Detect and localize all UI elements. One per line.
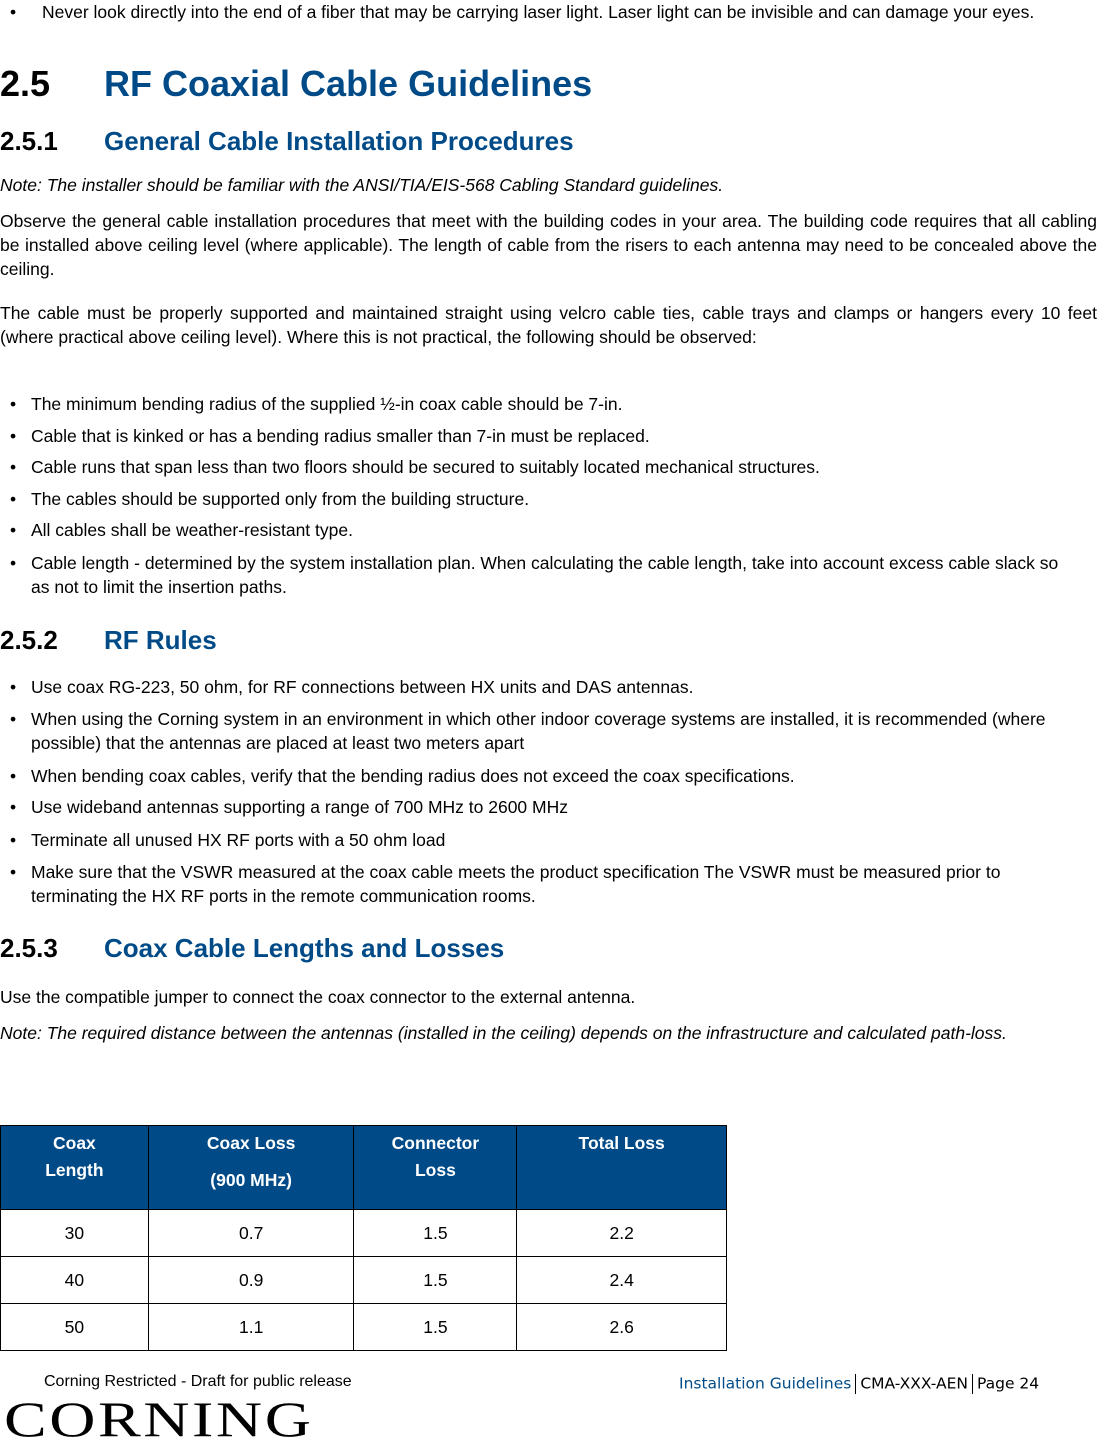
table-cell: 40 bbox=[1, 1257, 149, 1304]
subsection-heading bbox=[0, 126, 1099, 156]
table-cell: 1.1 bbox=[148, 1304, 354, 1351]
paragraph-installation: Observe the general cable installation procedures that meet with the building codes in your area. The building code requires that all cabling be installed above ceiling level (where applicable). The length of cable from the risers to each antenna may need to be concealed above the ceiling. bbox=[0, 211, 1097, 279]
section-title: RF Coaxial Cable Guidelines bbox=[104, 63, 593, 104]
table-cell: 1.5 bbox=[354, 1304, 517, 1351]
footer-separator bbox=[855, 1374, 856, 1394]
subsection-number: 2.5.1 bbox=[0, 126, 58, 156]
section-heading bbox=[0, 64, 1099, 104]
subsection-title: RF Rules bbox=[104, 625, 217, 655]
bullet-icon: • bbox=[10, 489, 17, 509]
section-number: 2.5 bbox=[0, 63, 51, 104]
table-cell: 2.4 bbox=[517, 1257, 727, 1304]
installer-note: Note: The installer should be familiar with the ANSI/TIA/EIS-568 Cabling Standard guidelines. bbox=[0, 175, 724, 195]
bullet-icon: • bbox=[10, 797, 17, 817]
bullet-icon: • bbox=[10, 830, 17, 850]
footer-separator bbox=[972, 1374, 973, 1394]
table-row bbox=[1, 1210, 727, 1257]
footer-guide-title: Installation Guidelines bbox=[679, 1374, 852, 1393]
footer-doc-number: CMA-XXX-AEN bbox=[860, 1374, 968, 1393]
table-cell: 1.5 bbox=[354, 1257, 517, 1304]
coax-loss-table bbox=[0, 1125, 727, 1351]
bullet-icon: • bbox=[10, 862, 17, 882]
table-row bbox=[1, 1304, 727, 1351]
subsection-heading bbox=[0, 933, 1099, 963]
col-header-total-loss: Total Loss bbox=[517, 1126, 727, 1210]
subsection-heading bbox=[0, 625, 1099, 655]
bullet-icon: • bbox=[10, 2, 17, 22]
footer-page-number: Page 24 bbox=[976, 1374, 1040, 1393]
footer-restriction: Corning Restricted - Draft for public release bbox=[44, 1373, 352, 1390]
bullet-icon: • bbox=[10, 709, 17, 729]
table-cell: 1.5 bbox=[354, 1210, 517, 1257]
subsection-number: 2.5.2 bbox=[0, 625, 58, 655]
table-cell: 30 bbox=[1, 1210, 149, 1257]
footer-doc-info bbox=[679, 1374, 1039, 1394]
bullet-icon: • bbox=[10, 394, 17, 414]
bullet-text: Never look directly into the end of a fiber that may be carrying laser light. Laser light can be invisible and can damage your eyes. bbox=[42, 2, 1035, 22]
table-cell: 50 bbox=[1, 1304, 149, 1351]
table-cell: 0.7 bbox=[148, 1210, 354, 1257]
subsection-number: 2.5.3 bbox=[0, 933, 58, 963]
table-header-row bbox=[1, 1126, 727, 1210]
corning-logo: CORNING bbox=[4, 1391, 314, 1447]
paragraph-support: The cable must be properly supported and maintained straight using velcro cable ties, cable trays and clamps or hangers every 10 feet (where practical above ceiling level). Where this is not practical, the following should be observed: bbox=[0, 303, 1097, 347]
bullet-icon: • bbox=[10, 520, 17, 540]
col-header-coax-loss: Coax Loss (900 MHz) bbox=[148, 1126, 354, 1210]
col-header-coax-length: Coax Length bbox=[1, 1126, 149, 1210]
col-header-connector-loss: Connector Loss bbox=[354, 1126, 517, 1210]
bullet-icon: • bbox=[10, 677, 17, 697]
table-cell: 0.9 bbox=[148, 1257, 354, 1304]
bullet-icon: • bbox=[10, 766, 17, 786]
table-row bbox=[1, 1257, 727, 1304]
paragraph-jumper: Use the compatible jumper to connect the coax connector to the external antenna. bbox=[0, 987, 636, 1007]
distance-note: Note: The required distance between the antennas (installed in the ceiling) depends on the infrastructure and calculated path-loss. bbox=[0, 1023, 1007, 1043]
table-cell: 2.2 bbox=[517, 1210, 727, 1257]
subsection-title: General Cable Installation Procedures bbox=[104, 126, 574, 156]
table-cell: 2.6 bbox=[517, 1304, 727, 1351]
subsection-title: Coax Cable Lengths and Losses bbox=[104, 933, 505, 963]
bullet-icon: • bbox=[10, 426, 17, 446]
bullet-icon: • bbox=[10, 553, 17, 573]
bullet-icon: • bbox=[10, 457, 17, 477]
